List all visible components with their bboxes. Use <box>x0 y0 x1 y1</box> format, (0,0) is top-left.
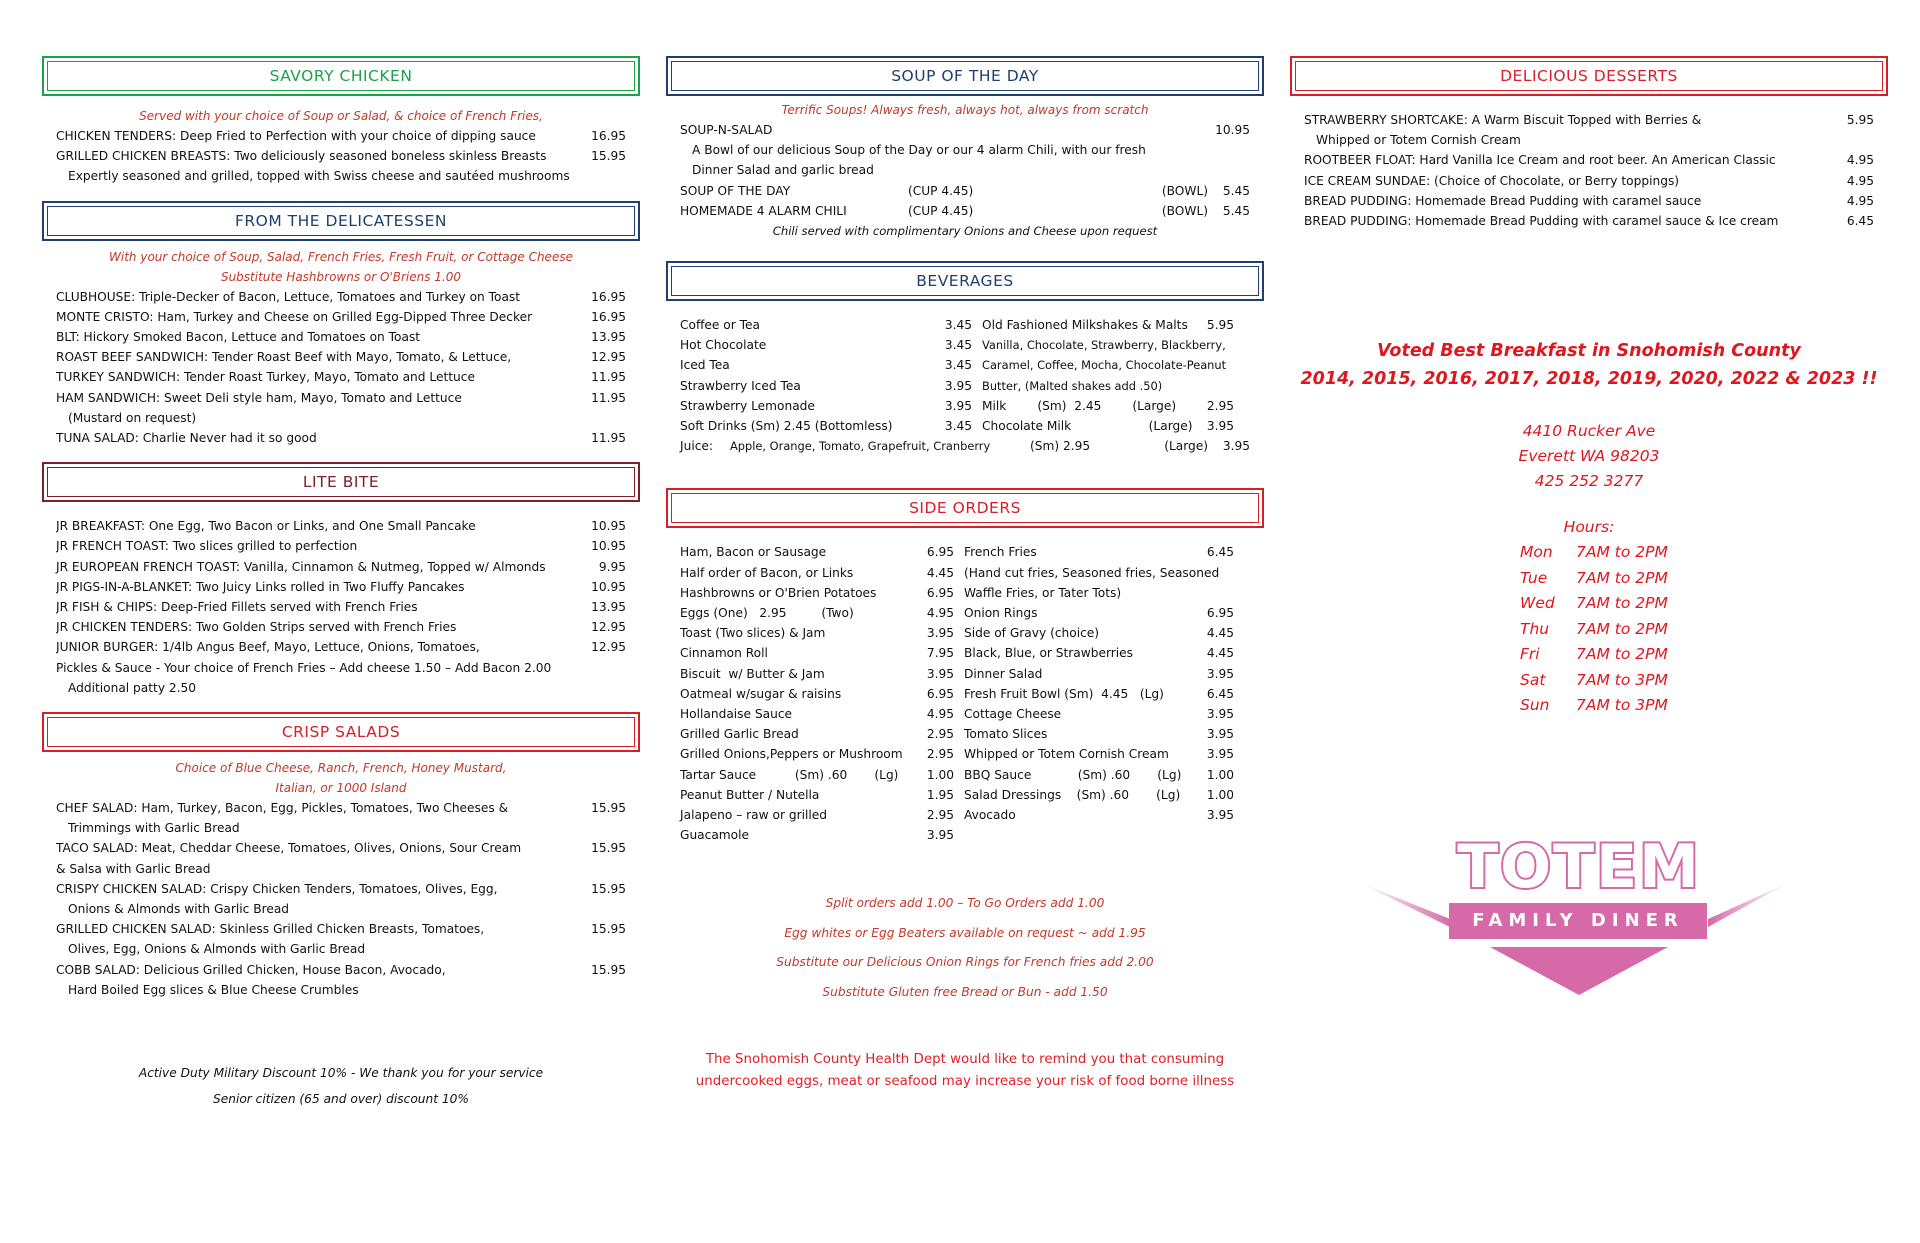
bev-price <box>1184 335 1234 355</box>
side-item: Ham, Bacon or Sausage <box>680 545 827 560</box>
side-item: Tartar Sauce (Sm) .60 (Lg) <box>680 767 899 782</box>
bev-item: Butter, (Malted shakes add .50) <box>982 378 1163 393</box>
section-header-savory-chicken: SAVORY CHICKEN <box>42 56 640 96</box>
side-price: 4.95 <box>926 707 954 722</box>
side-item: Peanut Butter / Nutella <box>680 787 820 802</box>
voted-best-years: 2014, 2015, 2016, 2017, 2018, 2019, 2020, 2022 & 2023 !! <box>1300 369 1878 390</box>
side-item: Oatmeal w/sugar & raisins <box>680 686 842 701</box>
side-item: Salad Dressings (Sm) .60 (Lg) <box>964 787 1181 802</box>
hours-row <box>1520 540 1888 566</box>
side-item <box>954 825 1194 845</box>
menu-column-middle <box>666 56 1264 1093</box>
bev-price: 3.95 <box>944 398 972 413</box>
hours-day: Mon <box>1520 543 1553 562</box>
side-price <box>1194 825 1234 845</box>
side-item: Waffle Fries, or Tater Tots) <box>964 585 1122 600</box>
bev-price: 2.95 <box>1206 398 1234 413</box>
logo-wing-right <box>1708 883 1788 927</box>
beverages-table <box>680 315 1250 436</box>
side-item: Grilled Onions,Peppers or Mushroom <box>680 747 903 762</box>
logo-wing-left <box>1360 883 1450 927</box>
extra-note: Substitute Gluten free Bread or Bun - add 1.50 <box>822 984 1108 999</box>
health-warning-2: undercooked eggs, meat or seafood may increase your risk of food borne illness <box>695 1074 1235 1090</box>
side-item: Tomato Slices <box>964 727 1048 742</box>
side-item: Biscuit w/ Butter & Jam <box>680 666 825 681</box>
extra-note: Split orders add 1.00 – To Go Orders add 1.00 <box>825 896 1105 911</box>
logo-tagline: FAMILY DINER <box>1449 903 1707 939</box>
side-price: 6.95 <box>926 585 954 600</box>
section-header-delicatessen: FROM THE DELICATESSEN <box>42 201 640 241</box>
bev-item: Iced Tea <box>680 358 730 373</box>
section-header-soup-of-the-day: SOUP OF THE DAY <box>666 56 1264 96</box>
menu-item: CRISPY CHICKEN SALAD: Crispy Chicken Tenders, Tomatoes, Olives, Egg, 15.95 <box>56 881 626 896</box>
menu-item-detail: Pickles & Sauce - Your choice of French Fries – Add cheese 1.50 – Add Bacon 2.00 <box>56 660 552 675</box>
side-price: 3.95 <box>1206 808 1234 823</box>
bev-item: Chocolate Milk (Large) <box>982 419 1193 434</box>
side-price: 2.95 <box>926 727 954 742</box>
bev-item: Vanilla, Chocolate, Strawberry, Blackberry, <box>982 338 1226 353</box>
side-item: Grilled Garlic Bread <box>680 727 799 742</box>
side-price: 6.95 <box>926 686 954 701</box>
side-price: 3.95 <box>926 626 954 641</box>
side-price: 1.00 <box>1206 787 1234 802</box>
menu-item-detail: & Salsa with Garlic Bread <box>56 861 211 876</box>
menu-item: TUNA SALAD: Charlie Never had it so good 11.95 <box>56 431 626 446</box>
side-price: 3.95 <box>1206 707 1234 722</box>
side-item: (Hand cut fries, Seasoned fries, Seasoned <box>964 565 1220 580</box>
bev-price: 3.45 <box>944 419 972 434</box>
juice-row: Juice: Apple, Orange, Tomato, Grapefruit, Cranberry (Sm) 2.95 (Large) 3.95 <box>680 439 1250 454</box>
side-price: 6.45 <box>1206 545 1234 560</box>
menu-item: JR FISH & CHIPS: Deep-Fried Fillets served with French Fries 13.95 <box>56 600 626 615</box>
side-price: 6.95 <box>926 545 954 560</box>
hours-time: 7AM to 2PM <box>1576 594 1668 613</box>
menu-item: ROAST BEEF SANDWICH: Tender Roast Beef with Mayo, Tomato, & Lettuce, 12.95 <box>56 350 626 365</box>
side-price: 4.45 <box>1206 646 1234 661</box>
side-item: Eggs (One) 2.95 (Two) <box>680 606 854 621</box>
side-item: Black, Blue, or Strawberries <box>964 646 1134 661</box>
hours-time: 7AM to 2PM <box>1576 568 1668 587</box>
side-item: Toast (Two slices) & Jam <box>680 626 826 641</box>
side-item: French Fries <box>964 545 1037 560</box>
side-item: BBQ Sauce (Sm) .60 (Lg) <box>964 767 1182 782</box>
side-item: Onion Rings <box>964 606 1038 621</box>
menu-item-detail: A Bowl of our delicious Soup of the Day or our 4 alarm Chili, with our fresh <box>692 143 1146 158</box>
side-price: 4.45 <box>926 565 954 580</box>
hours-row <box>1520 617 1888 643</box>
menu-item-detail: Whipped or Totem Cornish Cream <box>1316 133 1521 148</box>
bev-price: 3.45 <box>944 358 972 373</box>
menu-item-detail: Additional patty 2.50 <box>68 680 197 695</box>
side-item: Dinner Salad <box>964 666 1043 681</box>
side-item: Cottage Cheese <box>964 707 1062 722</box>
side-item: Fresh Fruit Bowl (Sm) 4.45 (Lg) <box>964 686 1164 701</box>
hours-time: 7AM to 3PM <box>1576 696 1668 715</box>
menu-item: BREAD PUDDING: Homemade Bread Pudding with caramel sauce 4.95 <box>1304 193 1874 208</box>
side-item: Whipped or Totem Cornish Cream <box>964 747 1169 762</box>
menu-item: HOMEMADE 4 ALARM CHILI (CUP 4.45) (BOWL) 5.45 <box>680 203 1250 218</box>
bev-item: Coffee or Tea <box>680 318 760 333</box>
side-item: Hollandaise Sauce <box>680 707 793 722</box>
bev-price: 3.95 <box>1206 419 1234 434</box>
menu-item: TACO SALAD: Meat, Cheddar Cheese, Tomatoes, Olives, Onions, Sour Cream 15.95 <box>56 841 626 856</box>
menu-item: ICE CREAM SUNDAE: (Choice of Chocolate, or Berry toppings) 4.95 <box>1304 173 1874 188</box>
hours-day: Thu <box>1520 619 1550 638</box>
extra-note: Substitute our Delicious Onion Rings for French fries add 2.00 <box>776 955 1154 970</box>
menu-item: STRAWBERRY SHORTCAKE: A Warm Biscuit Topped with Berries & 5.95 <box>1304 113 1874 127</box>
side-price: 3.95 <box>926 666 954 681</box>
menu-item: JUNIOR BURGER: 1/4lb Angus Beef, Mayo, Lettuce, Onions, Tomatoes, 12.95 <box>56 640 626 655</box>
bev-item: Strawberry Iced Tea <box>680 378 801 393</box>
soup-note: Terrific Soups! Always fresh, always hot, always from scratch <box>781 103 1149 117</box>
hours-day: Fri <box>1520 645 1540 664</box>
side-price: 6.95 <box>1206 606 1234 621</box>
hours-day: Sat <box>1520 670 1546 689</box>
hours-title: Hours: <box>1563 518 1615 537</box>
side-price: 1.00 <box>926 767 954 782</box>
menu-column-right <box>1290 56 1888 997</box>
side-price: 7.95 <box>926 646 954 661</box>
menu-item-detail: Hard Boiled Egg slices & Blue Cheese Crumbles <box>68 982 359 997</box>
side-price: 1.00 <box>1206 767 1234 782</box>
hours-time: 7AM to 2PM <box>1576 645 1668 664</box>
side-price: 2.95 <box>926 747 954 762</box>
menu-item-detail: Trimmings with Garlic Bread <box>68 821 240 836</box>
bev-item: Hot Chocolate <box>680 338 767 353</box>
side-price: 4.45 <box>1206 626 1234 641</box>
voted-best-title: Voted Best Breakfast in Snohomish County <box>1377 341 1801 362</box>
menu-item-detail: Expertly seasoned and grilled, topped with Swiss cheese and sautéed mushrooms <box>68 169 570 184</box>
side-price: 3.95 <box>1206 666 1234 681</box>
side-price: 2.95 <box>926 808 954 823</box>
menu-item: MONTE CRISTO: Ham, Turkey and Cheese on Grilled Egg-Dipped Three Decker 16.95 <box>56 309 626 324</box>
phone-number: 425 252 3277 <box>1534 472 1644 491</box>
side-price: 3.95 <box>926 828 954 843</box>
bev-item: Milk (Sm) 2.45 (Large) <box>982 398 1177 413</box>
bev-price <box>1184 355 1234 375</box>
bev-item: Strawberry Lemonade <box>680 398 815 413</box>
hours-time: 7AM to 2PM <box>1576 619 1668 638</box>
hours-time: 7AM to 3PM <box>1576 670 1668 689</box>
chili-note: Chili served with complimentary Onions and Cheese upon request <box>772 224 1158 239</box>
salads-dressing-note-2: Italian, or 1000 Island <box>275 781 407 796</box>
menu-item-detail: Dinner Salad and garlic bread <box>692 163 874 178</box>
section-header-crisp-salads: CRISP SALADS <box>42 712 640 752</box>
logo-chevron <box>1490 947 1668 995</box>
deli-substitute-note: Substitute Hashbrowns or O'Briens 1.00 <box>220 269 462 284</box>
menu-item: BLT: Hickory Smoked Bacon, Lettuce and Tomatoes on Toast 13.95 <box>56 330 626 345</box>
side-item: Guacamole <box>680 828 750 843</box>
hours-row <box>1520 566 1888 592</box>
menu-item: GRILLED CHICKEN SALAD: Skinless Grilled Chicken Breasts, Tomatoes, 15.95 <box>56 922 626 937</box>
deli-note: With your choice of Soup, Salad, French Fries, Fresh Fruit, or Cottage Cheese <box>109 249 573 264</box>
address-city: Everett WA 98203 <box>1518 447 1660 466</box>
side-item: Side of Gravy (choice) <box>964 626 1100 641</box>
totem-logo <box>1290 831 1888 997</box>
side-item: Hashbrowns or O'Brien Potatoes <box>680 585 877 600</box>
side-price: 3.95 <box>1206 747 1234 762</box>
hours-day: Sun <box>1520 696 1550 715</box>
menu-item: COBB SALAD: Delicious Grilled Chicken, House Bacon, Avocado, 15.95 <box>56 962 626 977</box>
menu-column-left <box>42 56 640 1112</box>
section-header-desserts: DELICIOUS DESSERTS <box>1290 56 1888 96</box>
menu-item-detail: Olives, Egg, Onions & Almonds with Garlic Bread <box>68 942 366 957</box>
hours-row <box>1520 668 1888 694</box>
section-header-side-orders: SIDE ORDERS <box>666 488 1264 528</box>
side-price: 6.45 <box>1206 686 1234 701</box>
menu-item: SOUP OF THE DAY (CUP 4.45) (BOWL) 5.45 <box>680 183 1250 198</box>
menu-item: HAM SANDWICH: Sweet Deli style ham, Mayo, Tomato and Lettuce 11.95 <box>56 390 626 405</box>
bev-item: Old Fashioned Milkshakes & Malts <box>982 318 1188 333</box>
health-warning: The Snohomish County Health Dept would like to remind you that consuming <box>705 1052 1225 1068</box>
menu-item: TURKEY SANDWICH: Tender Roast Turkey, Mayo, Tomato and Lettuce 11.95 <box>56 370 626 385</box>
address-street: 4410 Rucker Ave <box>1522 422 1656 441</box>
menu-item: ROOTBEER FLOAT: Hard Vanilla Ice Cream and root beer. An American Classic 4.95 <box>1304 153 1874 168</box>
section-header-beverages: BEVERAGES <box>666 261 1264 301</box>
menu-item: BREAD PUDDING: Homemade Bread Pudding with caramel sauce & Ice cream 6.45 <box>1304 214 1874 229</box>
menu-item-detail: Onions & Almonds with Garlic Bread <box>68 902 290 917</box>
menu-item: JR PIGS-IN-A-BLANKET: Two Juicy Links rolled in Two Fluffy Pancakes 10.95 <box>56 579 626 594</box>
hours-day: Wed <box>1520 594 1555 613</box>
military-discount: Active Duty Military Discount 10% - We thank you for your service <box>138 1066 544 1081</box>
side-item: Jalapeno – raw or grilled <box>680 808 827 823</box>
menu-item: JR BREAKFAST: One Egg, Two Bacon or Links, and One Small Pancake 10.95 <box>56 519 626 534</box>
savory-note: Served with your choice of Soup or Salad, & choice of French Fries, <box>139 109 543 123</box>
side-orders-table <box>680 542 1250 845</box>
bev-price: 3.45 <box>944 318 972 333</box>
bev-price <box>1184 376 1234 396</box>
menu-item: JR CHICKEN TENDERS: Two Golden Strips served with French Fries 12.95 <box>56 620 626 635</box>
side-item: Cinnamon Roll <box>680 646 768 661</box>
bev-price: 5.95 <box>1206 318 1234 333</box>
side-price: 4.95 <box>926 606 954 621</box>
bev-price: 3.45 <box>944 338 972 353</box>
menu-item: CHEF SALAD: Ham, Turkey, Bacon, Egg, Pickles, Tomatoes, Two Cheeses & 15.95 <box>56 801 626 816</box>
menu-item: JR EUROPEAN FRENCH TOAST: Vanilla, Cinnamon & Nutmeg, Topped w/ Almonds 9.95 <box>56 559 626 574</box>
bev-item: Soft Drinks (Sm) 2.45 (Bottomless) <box>680 419 893 434</box>
salads-dressing-note: Choice of Blue Cheese, Ranch, French, Honey Mustard, <box>175 761 507 776</box>
hours-time: 7AM to 2PM <box>1576 543 1668 562</box>
hours-row <box>1520 693 1888 719</box>
side-item: Half order of Bacon, or Links <box>680 565 854 580</box>
hours-list <box>1520 540 1888 719</box>
bev-price: 3.95 <box>944 378 972 393</box>
extra-note: Egg whites or Egg Beaters available on request ~ add 1.95 <box>784 925 1146 940</box>
side-price <box>1194 563 1234 583</box>
side-price: 3.95 <box>1206 727 1234 742</box>
menu-item: JR FRENCH TOAST: Two slices grilled to perfection 10.95 <box>56 539 626 554</box>
menu-item: CHICKEN TENDERS: Deep Fried to Perfection with your choice of dipping sauce 16.95 <box>56 129 626 143</box>
logo-name: TOTEM <box>1457 831 1701 902</box>
menu-item: GRILLED CHICKEN BREASTS: Two deliciously seasoned boneless skinless Breasts 15.95 <box>56 149 626 164</box>
hours-row <box>1520 642 1888 668</box>
side-item: Avocado <box>964 808 1016 823</box>
side-price <box>1194 583 1234 603</box>
hours-row <box>1520 591 1888 617</box>
bev-item: Caramel, Coffee, Mocha, Chocolate-Peanut <box>982 358 1227 373</box>
section-header-lite-bite: LITE BITE <box>42 462 640 502</box>
senior-discount: Senior citizen (65 and over) discount 10% <box>213 1092 469 1107</box>
side-price: 1.95 <box>926 787 954 802</box>
menu-item: SOUP-N-SALAD 10.95 <box>680 123 1250 137</box>
menu-item-detail: (Mustard on request) <box>68 410 197 425</box>
hours-day: Tue <box>1520 568 1548 587</box>
menu-item: CLUBHOUSE: Triple-Decker of Bacon, Lettuce, Tomatoes and Turkey on Toast 16.95 <box>56 289 626 304</box>
